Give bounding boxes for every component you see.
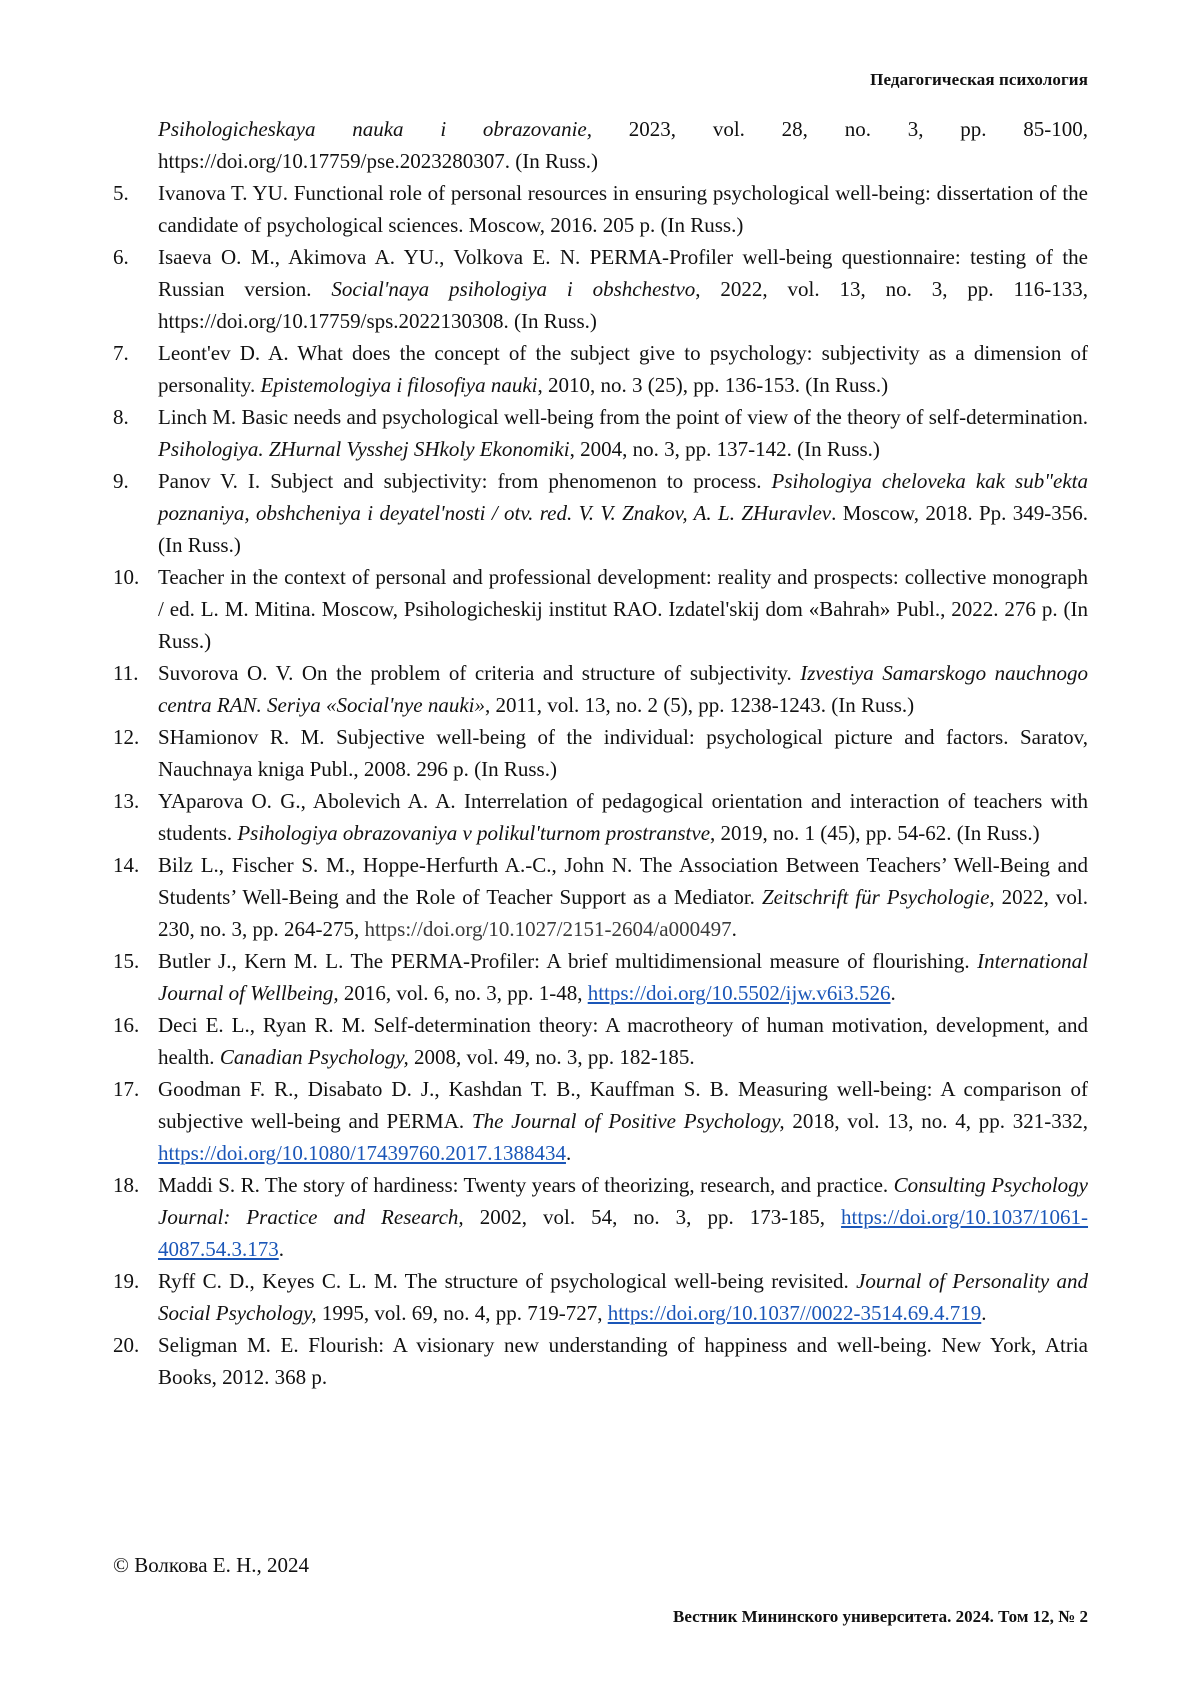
reference-number: 19. (113, 1269, 140, 1293)
reference-item (113, 561, 1088, 657)
source-title: Canadian Psychology, (219, 1045, 409, 1069)
reference-number: 10. (113, 565, 140, 589)
reference-item (113, 1009, 1088, 1073)
reference-number: 11. (113, 661, 139, 685)
reference-segment: , 2004, no. 3, pp. 137-142. (In Russ.) (569, 437, 880, 461)
reference-item (113, 113, 1088, 177)
reference-segment: Seligman M. E. Flourish: A visionary new understanding of happiness and well-being. New York, Atria Books, 2012. 368 p. (158, 1333, 1088, 1389)
source-title: The Journal of Positive Psychology, (471, 1109, 785, 1133)
reference-item (113, 785, 1088, 849)
reference-text (158, 465, 1088, 561)
reference-text (158, 1009, 1088, 1073)
reference-text (158, 945, 1088, 1009)
reference-item (113, 465, 1088, 561)
reference-item (113, 337, 1088, 401)
reference-segment: Isaeva O. M., Akimova A. YU., Volkova E. N. PERMA-Profiler well-being questionnaire: testing of the Russian version. (158, 245, 1088, 301)
copyright-notice: © Волкова Е. Н., 2024 (113, 1553, 310, 1577)
reference-text (158, 113, 1088, 177)
reference-segment: Linch M. Basic needs and psychological well-being from the point of view of the theory of self-determination. (158, 405, 1088, 429)
reference-item (113, 401, 1088, 465)
reference-number: 7. (113, 341, 129, 365)
reference-text (158, 177, 1088, 241)
reference-text (158, 657, 1088, 721)
reference-segment: Suvorova O. V. On the problem of criteria and structure of subjectivity. (158, 661, 801, 685)
doi-link[interactable]: https://doi.org/10.1037//0022-3514.69.4.719 (607, 1301, 982, 1325)
reference-segment: . (981, 1301, 987, 1325)
reference-segment: Bilz L., Fischer S. M., Hoppe-Herfurth A.-C., John N. The Association Between Teachers’ Well-Being and Students’ Well-Being and the Role of Teacher Support as a Mediator. (158, 853, 1088, 909)
reference-segment: Ryff C. D., Keyes C. L. M. The structure of psychological well-being revisited. (158, 1269, 857, 1293)
reference-text (158, 1265, 1088, 1329)
reference-segment: 1995, vol. 69, no. 4, pp. 719-727, (316, 1301, 608, 1325)
doi-link[interactable]: https://doi.org/10.1080/17439760.2017.1388434 (158, 1141, 566, 1165)
source-title: Izvestiya Samarskogo nauchnogo centra RAN. Seriya «Social'nye nauki» (158, 661, 1088, 717)
reference-segment: 2008, vol. 49, no. 3, pp. 182-185. (408, 1045, 695, 1069)
source-title: Consulting Psychology Journal: Practice and Research, (158, 1173, 1088, 1229)
reference-number: 5. (113, 181, 129, 205)
source-title: Psihologicheskaya nauka i obrazovanie, (158, 117, 593, 141)
source-title: Zeitschrift für Psychologie, (761, 885, 995, 909)
reference-segment: . (890, 981, 896, 1005)
reference-text (158, 561, 1088, 657)
reference-segment: 2023, vol. 28, no. 3, pp. 85-100, https://doi.org/10.17759/pse.2023280307. (In Russ.) (158, 117, 1089, 173)
reference-item (113, 945, 1088, 1009)
reference-text (158, 401, 1088, 465)
reference-item (113, 849, 1088, 945)
reference-number: 6. (113, 245, 129, 269)
source-title: Social'naya psihologiya i obshchestvo (331, 277, 696, 301)
reference-item (113, 1265, 1088, 1329)
reference-text (158, 1169, 1088, 1265)
reference-text (158, 785, 1088, 849)
source-title: International Journal of Wellbeing, (158, 949, 1088, 1005)
reference-segment: SHamionov R. M. Subjective well-being of the individual: psychological picture and factors. Saratov, Nauchnaya kniga Publ., 2008. 296 p. (In Russ.) (158, 725, 1088, 781)
reference-segment: , 2022, vol. 13, no. 3, pp. 116-133, https://doi.org/10.17759/sps.2022130308. (In Russ.) (158, 277, 1088, 333)
source-title: Psihologiya cheloveka kak sub"ekta poznaniya, obshcheniya i deyatel'nosti / otv. red. V. V. Znakov, A. L. ZHuravlev (158, 469, 1088, 525)
reference-segment: YAparova O. G., Abolevich A. A. Interrelation of pedagogical orientation and interaction of teachers with students. (158, 789, 1088, 845)
source-title: Psihologiya. ZHurnal Vysshej SHkoly Ekonomiki (158, 437, 570, 461)
reference-number: 8. (113, 405, 129, 429)
reference-segment: . (565, 1141, 572, 1165)
reference-segment: , 2019, no. 1 (45), pp. 54-62. (In Russ.) (710, 821, 1040, 845)
reference-number: 20. (113, 1333, 140, 1357)
reference-text (158, 1329, 1088, 1393)
reference-segment: Leont'ev D. A. What does the concept of the subject give to psychology: subjectivity as a dimension of personality. (158, 341, 1088, 397)
running-header: Педагогическая психология (870, 70, 1088, 89)
reference-number: 12. (113, 725, 140, 749)
reference-segment: Teacher in the context of personal and professional development: reality and prospects: collective monograph / ed. L. M. Mitina. Moscow, Psihologicheskij institut RAO. Izdatel'skij dom «Bahrah» Publ., 2022. 276 p. (In Russ.) (158, 565, 1088, 653)
reference-item (113, 721, 1088, 785)
reference-segment: Panov V. I. Subject and subjectivity: from phenomenon to process. (158, 469, 772, 493)
reference-text (158, 849, 1088, 945)
reference-segment: Deci E. L., Ryan R. M. Self-determination theory: A macrotheory of human motivation, development, and health. (158, 1013, 1088, 1069)
reference-segment: 2022, vol. 230, no. 3, pp. 264-275, (158, 885, 1089, 941)
source-title: Journal of Personality and Social Psychology, (158, 1269, 1088, 1325)
reference-segment: , 2010, no. 3 (25), pp. 136-153. (In Russ.) (537, 373, 889, 397)
source-title: Epistemologiya i filosofiya nauki (260, 373, 538, 397)
doi-link[interactable]: https://doi.org/10.1037/1061-4087.54.3.173 (158, 1205, 1089, 1261)
reference-item (113, 1329, 1088, 1393)
reference-segment: Ivanova T. YU. Functional role of personal resources in ensuring psychological well-being: dissertation of the candidate of psychological sciences. Moscow, 2016. 205 p. (In Russ.) (158, 181, 1088, 237)
reference-segment: . (731, 917, 737, 941)
reference-item (113, 1169, 1088, 1265)
reference-item (113, 657, 1088, 721)
reference-number: 17. (113, 1077, 140, 1101)
doi-link[interactable]: https://doi.org/10.5502/ijw.v6i3.526 (587, 981, 891, 1005)
reference-segment: 2002, vol. 54, no. 3, pp. 173-185, (463, 1205, 842, 1229)
reference-segment: Maddi S. R. The story of hardiness: Twenty years of theorizing, research, and practice. (158, 1173, 894, 1197)
reference-item (113, 177, 1088, 241)
running-footer: Вестник Мининского университета. 2024. Том 12, № 2 (673, 1607, 1088, 1626)
doi-text: https://doi.org/10.1027/2151-2604/a000497 (364, 917, 732, 941)
reference-segment: , 2011, vol. 13, no. 2 (5), pp. 1238-1243. (In Russ.) (485, 693, 915, 717)
reference-text (158, 337, 1088, 401)
reference-number: 9. (113, 469, 129, 493)
source-title: Psihologiya obrazovaniya v polikul'turnom prostranstve (237, 821, 711, 845)
reference-segment: 2016, vol. 6, no. 3, pp. 1-48, (338, 981, 588, 1005)
reference-list (113, 113, 1088, 1393)
reference-text (158, 241, 1088, 337)
reference-segment: . Moscow, 2018. Pp. 349-356. (In Russ.) (158, 501, 1089, 557)
reference-number: 13. (113, 789, 140, 813)
reference-number: 18. (113, 1173, 140, 1197)
reference-text (158, 1073, 1088, 1169)
reference-segment: . (278, 1237, 284, 1261)
reference-number: 15. (113, 949, 140, 973)
reference-item (113, 1073, 1088, 1169)
reference-number: 16. (113, 1013, 140, 1037)
reference-segment: 2018, vol. 13, no. 4, pp. 321-332, (784, 1109, 1088, 1133)
reference-item (113, 241, 1088, 337)
reference-text (158, 721, 1088, 785)
reference-segment: Butler J., Kern M. L. The PERMA-Profiler: A brief multidimensional measure of flourishing. (158, 949, 978, 973)
reference-segment: Goodman F. R., Disabato D. J., Kashdan T. B., Kauffman S. B. Measuring well-being: A comparison of subjective well-being and PERMA. (158, 1077, 1088, 1133)
reference-number: 14. (113, 853, 140, 877)
